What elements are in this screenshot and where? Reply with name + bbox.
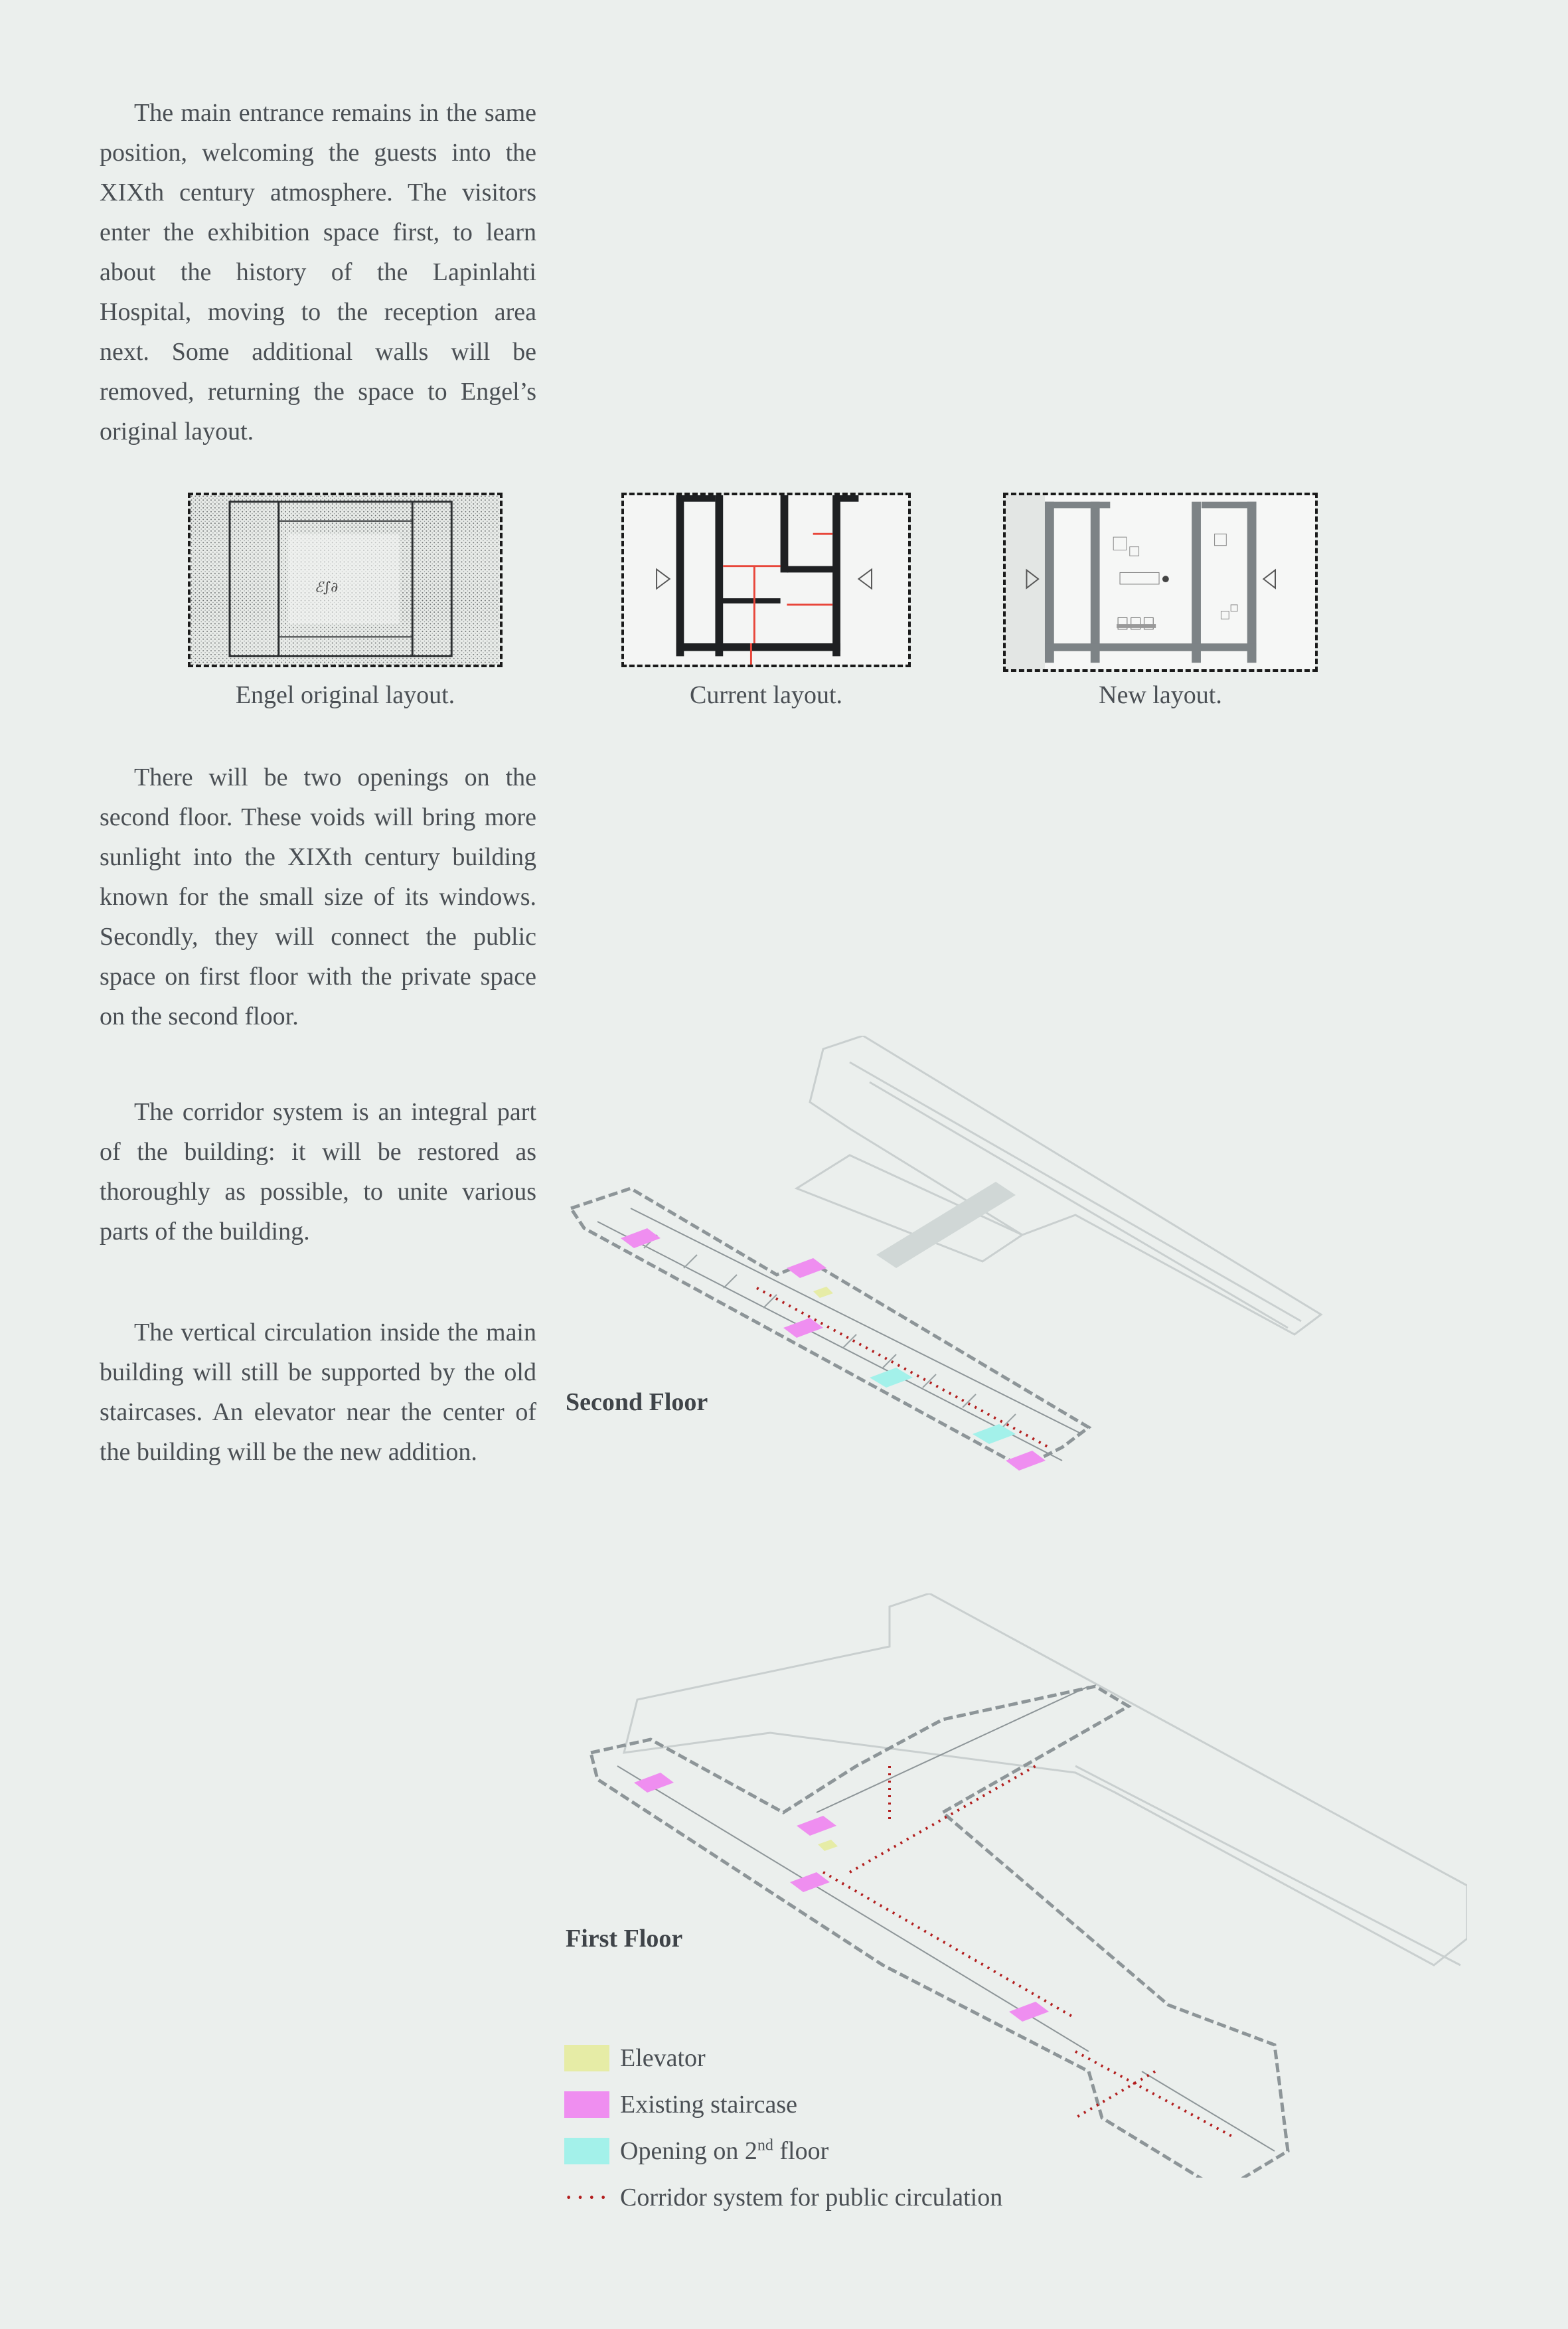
current-layout-plan-image: [621, 493, 911, 667]
current-layout-caption: Current layout.: [689, 681, 843, 709]
first-floor-label: First Floor: [566, 1925, 683, 1953]
corridor-paragraph: The corridor system is an integral part of the building: it will be restored as thoroughly as possible, to unite various parts of the building.: [100, 1098, 536, 1245]
new-layout-caption: New layout.: [1099, 681, 1222, 709]
legend-label: Existing staircase: [620, 2091, 797, 2119]
staircase-swatch: [564, 2091, 609, 2118]
elevator-swatch: [564, 2045, 609, 2071]
openings-paragraph: There will be two openings on the second floor. These voids will bring more sunlight into the XIXth century building known for the small size of its windows. Secondly, they will connect the public space on first floor with the private space on the second floor.: [100, 763, 536, 1030]
new-layout-plan-image: [1003, 493, 1318, 672]
corridor-dots-swatch: ····: [564, 2182, 611, 2212]
engel-layout-caption: Engel original layout.: [235, 681, 455, 709]
opening-swatch: [564, 2138, 609, 2164]
legend-item-corridor: [564, 2174, 1002, 2221]
intro-paragraph: The main entrance remains in the same position, welcoming the guests into the XIXth century atmosphere. The visitors enter the exhibition space first, to learn about the history of the Lapinlahti Hospital, moving to the reception area next. Some additional walls will be removed, returning the space to Engel’s original layout.: [100, 99, 536, 445]
legend-label: Opening on 2nd floor: [620, 2136, 829, 2165]
legend-item-opening: [564, 2128, 1002, 2174]
legend: [564, 2035, 1002, 2221]
svg-text:ℰ∫∂: ℰ∫∂: [314, 579, 339, 596]
legend-label: Corridor system for public circulation: [620, 2184, 1003, 2211]
legend-label: Elevator: [620, 2044, 706, 2072]
legend-item-staircase: [564, 2081, 1002, 2128]
second-floor-isometric-plan: [558, 1036, 1334, 1494]
second-floor-label: Second Floor: [566, 1388, 708, 1416]
legend-item-elevator: [564, 2035, 1002, 2081]
vertical-circulation-paragraph: The vertical circulation inside the main building will still be supported by the old staircases. An elevator near the center of the building will be the new addition.: [100, 1319, 536, 1466]
engel-original-plan-image: [188, 493, 503, 667]
